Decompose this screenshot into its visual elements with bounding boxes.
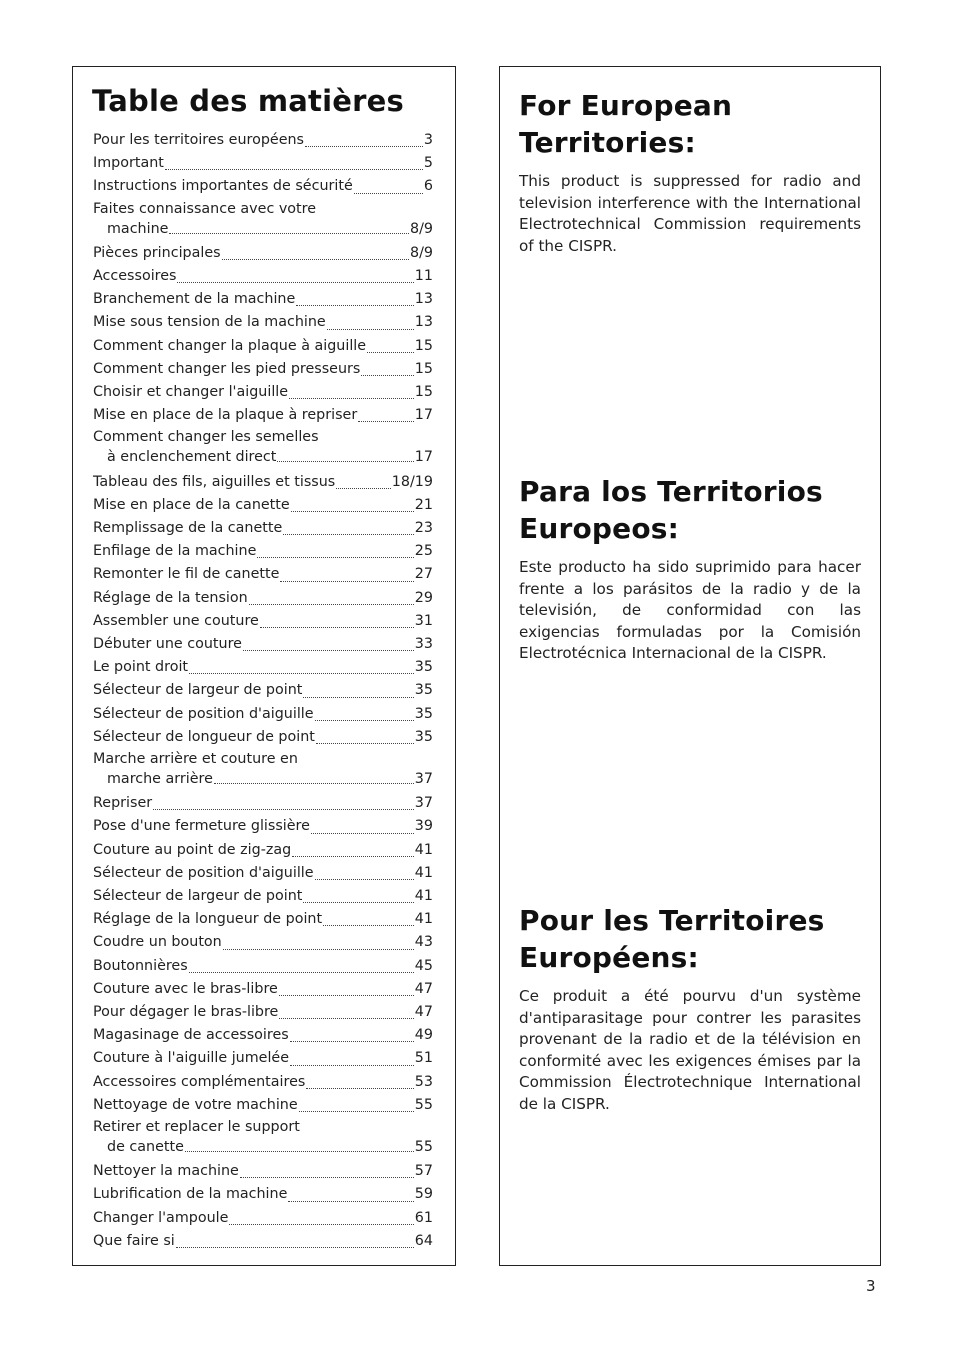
toc-entry-page: 35 [414,682,433,699]
regulatory-notices-box [499,66,881,1266]
toc-entry-page: 55 [414,1139,433,1156]
toc-list [93,129,433,1253]
toc-entry [93,862,433,885]
toc-entry-title: Pièces principales [93,244,221,261]
toc-entry [93,769,433,789]
toc-entry-page: 18/19 [391,473,433,490]
toc-entry-title: Nettoyage de votre machine [93,1096,298,1113]
toc-entry [93,792,433,815]
toc-entry-multiline [93,199,433,239]
toc-leader-dots [257,556,413,558]
toc-entry [93,726,433,749]
toc-leader-dots [277,460,413,462]
toc-leader-dots [354,192,423,194]
toc-leader-dots [291,510,414,512]
section-spanish [519,473,861,680]
toc-entry-title: Sélecteur de position d'aiguille [93,705,314,722]
toc-entry-page: 11 [414,268,433,284]
toc-entry-title: Assembler une couture [93,612,259,629]
toc-entry-title: Comment changer les pied presseurs [93,360,361,377]
toc-leader-dots [189,971,414,973]
toc-leader-dots [165,168,423,170]
toc-leader-dots [153,808,414,810]
toc-entry-page: 35 [414,728,433,745]
toc-entry [93,1001,433,1024]
toc-entry-page: 17 [414,407,433,424]
toc-leader-dots [169,232,409,234]
toc-leader-dots [288,1200,413,1202]
toc-entry-page: 13 [414,291,433,308]
toc-leader-dots [223,948,414,950]
toc-entry-page: 6 [423,178,433,195]
toc-entry [93,610,433,633]
toc-entry [93,656,433,679]
toc-entry-title: Débuter une couture [93,636,242,653]
section-spanish-body: Este producto ha sido suprimido para hacer frente a los parásitos de la radio y de la televisión, de conformidad con las exigencias formuladas por la Comisión Electrotécnica Internacional de la CISPR. [519,558,861,663]
toc-entry-page: 64 [414,1232,433,1249]
toc-leader-dots [296,304,414,306]
toc-entry-title: Accessoires complémentaires [93,1073,306,1090]
toc-entry-page: 43 [414,934,433,951]
toc-entry-page: 21 [414,496,433,513]
toc-entry-title-line1: Retirer et replacer le support [93,1119,300,1136]
toc-entry-page: 8/9 [409,220,433,237]
toc-leader-dots [299,1110,414,1112]
toc-entry-title: Mise en place de la canette [93,496,290,513]
toc-leader-dots [177,281,413,283]
toc-entry [93,129,433,152]
toc-entry-title-line1: Comment changer les semelles [93,429,319,446]
toc-entry-title: Important [93,155,164,172]
toc-entry-title: Changer l'ampoule [93,1209,229,1226]
toc-leader-dots [279,994,414,996]
toc-entry [93,219,433,239]
toc-entry [93,358,433,381]
toc-entry [93,955,433,978]
toc-leader-dots [336,487,391,489]
toc-entry [93,494,433,517]
toc-entry-page: 15 [414,360,433,377]
toc-leader-dots [303,696,413,698]
toc-entry-page: 45 [414,957,433,974]
toc-entry [93,563,433,586]
toc-leader-dots [229,1223,413,1225]
toc-entry-title: Le point droit [93,659,189,676]
toc-entry-page: 33 [414,636,433,653]
toc-entry [93,633,433,656]
toc-entry [93,978,433,1001]
toc-entry-title: Nettoyer la machine [93,1163,239,1180]
toc-entry-title: marche arrière [107,771,213,788]
toc-entry [93,242,433,265]
toc-leader-dots [214,782,414,784]
toc-entry [93,471,433,494]
toc-entry [93,703,433,726]
toc-entry-page: 41 [414,841,433,858]
toc-entry-title: Couture avec le bras-libre [93,980,278,997]
toc-entry-title: Pour dégager le bras-libre [93,1004,279,1021]
toc-entry-page: 39 [414,818,433,835]
toc-leader-dots [189,672,414,674]
toc-entry-page: 31 [414,612,433,629]
toc-leader-dots [290,1040,414,1042]
toc-entry-title: Remonter le fil de canette [93,566,280,583]
toc-entry [93,587,433,610]
toc-leader-dots [292,855,414,857]
toc-entry [93,931,433,954]
section-french-heading: Pour les Territoires Européens: [519,904,825,974]
toc-leader-dots [222,258,409,260]
toc-entry-page: 61 [414,1209,433,1226]
toc-leader-dots [280,580,413,582]
toc-entry-title: Comment changer la plaque à aiguille [93,337,367,354]
toc-entry-title: machine [107,220,169,237]
toc-leader-dots [323,924,414,926]
toc-entry-title: Enfilage de la machine [93,543,257,560]
toc-entry-title-line1: Marche arrière et couture en [93,751,298,768]
toc-entry [93,1024,433,1047]
toc-entry-title: Mise sous tension de la machine [93,314,326,331]
section-french [519,902,861,1131]
toc-entry-title: Réglage de la tension [93,589,248,606]
toc-entry-title: Pose d'une fermeture glissière [93,818,310,835]
toc-entry-page: 37 [414,771,433,788]
toc-entry [93,381,433,404]
toc-entry-title: Mise en place de la plaque à repriser [93,407,358,424]
toc-entry-page: 27 [414,566,433,583]
toc-entry-title: Couture au point de zig-zag [93,841,292,858]
toc-entry [93,1183,433,1206]
toc-entry-title: Tableau des fils, aiguilles et tissus [93,473,336,490]
toc-entry-page: 49 [414,1027,433,1044]
toc-entry-page: 29 [414,589,433,606]
toc-entry-title: Magasinage de accessoires [93,1027,289,1044]
toc-entry [93,908,433,931]
toc-entry-page: 35 [414,705,433,722]
toc-entry-title: Repriser [93,795,153,812]
toc-entry [93,1230,433,1253]
toc-entry [93,1207,433,1230]
toc-entry-title: Couture à l'aiguille jumelée [93,1050,290,1067]
toc-entry-page: 23 [414,520,433,537]
toc-leader-dots [289,397,414,399]
toc-entry [93,1047,433,1070]
toc-leader-dots [303,901,413,903]
toc-leader-dots [176,1246,414,1248]
toc-entry-page: 8/9 [409,244,433,261]
toc-entry-title: Branchement de la machine [93,291,296,308]
toc-leader-dots [311,832,414,834]
toc-entry-title: Instructions importantes de sécurité [93,178,353,195]
section-english [519,87,861,273]
toc-leader-dots [315,719,414,721]
toc-entry [93,885,433,908]
section-english-heading: For European Territories: [519,89,733,159]
toc-entry-page: 5 [423,155,433,172]
toc-entry [93,679,433,702]
toc-entry-page: 35 [414,659,433,676]
toc-entry-page: 51 [414,1050,433,1067]
toc-entry-title: à enclenchement direct [107,449,277,466]
toc-entry [93,839,433,862]
toc-entry-page: 47 [414,980,433,997]
toc-leader-dots [290,1064,414,1066]
toc-entry [93,447,433,467]
toc-entry [93,311,433,334]
toc-entry-page: 53 [414,1073,433,1090]
toc-entry-page: 15 [414,337,433,354]
toc-entry-page: 41 [414,911,433,928]
toc-leader-dots [306,1087,413,1089]
toc-entry [93,540,433,563]
toc-entry-page: 3 [423,132,433,148]
toc-leader-dots [315,878,414,880]
toc-entry-title: Lubrification de la machine [93,1186,288,1203]
toc-leader-dots [243,649,414,651]
toc-leader-dots [279,1017,413,1019]
toc-entry-title: Sélecteur de largeur de point [93,682,303,699]
toc-entry [93,1071,433,1094]
toc-leader-dots [358,420,414,422]
toc-entry-page: 41 [414,888,433,905]
toc-entry-title: Réglage de la longueur de point [93,911,323,928]
toc-entry-title: Sélecteur de largeur de point [93,888,303,905]
toc-entry [93,288,433,311]
toc-entry [93,1094,433,1117]
toc-entry-page: 25 [414,543,433,560]
toc-entry-page: 59 [414,1186,433,1203]
toc-leader-dots [260,626,414,628]
toc-title: Table des matières [92,84,404,118]
toc-leader-dots [185,1150,414,1152]
toc-entry-multiline [93,1117,433,1157]
toc-leader-dots [316,742,414,744]
toc-entry [93,335,433,358]
toc-leader-dots [305,145,423,147]
toc-leader-dots [327,328,414,330]
toc-entry-title: Remplissage de la canette [93,520,283,537]
toc-entry-page: 55 [414,1096,433,1113]
toc-entry-page: 47 [414,1004,433,1021]
toc-entry-title: Boutonnières [93,957,188,974]
toc-entry-multiline [93,427,433,467]
section-english-body: This product is suppressed for radio and television interference with the International Electrotechnical Commission requirements of the CISPR. [519,172,861,255]
toc-entry-page: 13 [414,314,433,331]
toc-entry [93,517,433,540]
toc-entry-page: 37 [414,795,433,812]
section-spanish-heading: Para los Territorios Europeos: [519,475,823,545]
page-number: 3 [866,1277,876,1295]
toc-leader-dots [249,603,414,605]
toc-entry-page: 17 [414,449,433,466]
toc-entry [93,1137,433,1157]
toc-leader-dots [283,533,414,535]
section-french-body: Ce produit a été pourvu d'un système d'antiparasitage pour contrer les parasites provenant de la radio et de la télévision en conformité avec les exigences émises par la Commission Électrotechnique International de la CISPR. [519,987,861,1113]
toc-entry [93,1160,433,1183]
toc-leader-dots [361,374,413,376]
toc-entry-title: Que faire si [93,1232,175,1249]
toc-entry [93,815,433,838]
toc-entry-title: Accessoires [93,268,177,284]
toc-entry-title: Sélecteur de position d'aiguille [93,864,314,881]
toc-entry [93,404,433,427]
toc-entry-page: 57 [414,1163,433,1180]
table-of-contents-box [72,66,456,1266]
toc-entry-multiline [93,749,433,789]
toc-entry-title-line1: Faites connaissance avec votre [93,200,317,217]
toc-entry-title: Choisir et changer l'aiguille [93,384,289,401]
toc-leader-dots [367,351,414,353]
toc-entry-title: Coudre un bouton [93,934,222,951]
toc-entry [93,175,433,198]
toc-entry-page: 41 [414,864,433,881]
toc-entry-title: de canette [107,1139,184,1156]
toc-leader-dots [240,1176,414,1178]
toc-entry-title: Pour les territoires européens [93,132,305,148]
toc-entry-page: 15 [414,384,433,401]
toc-entry [93,265,433,288]
toc-entry [93,152,433,175]
toc-entry-title: Sélecteur de longueur de point [93,728,315,745]
